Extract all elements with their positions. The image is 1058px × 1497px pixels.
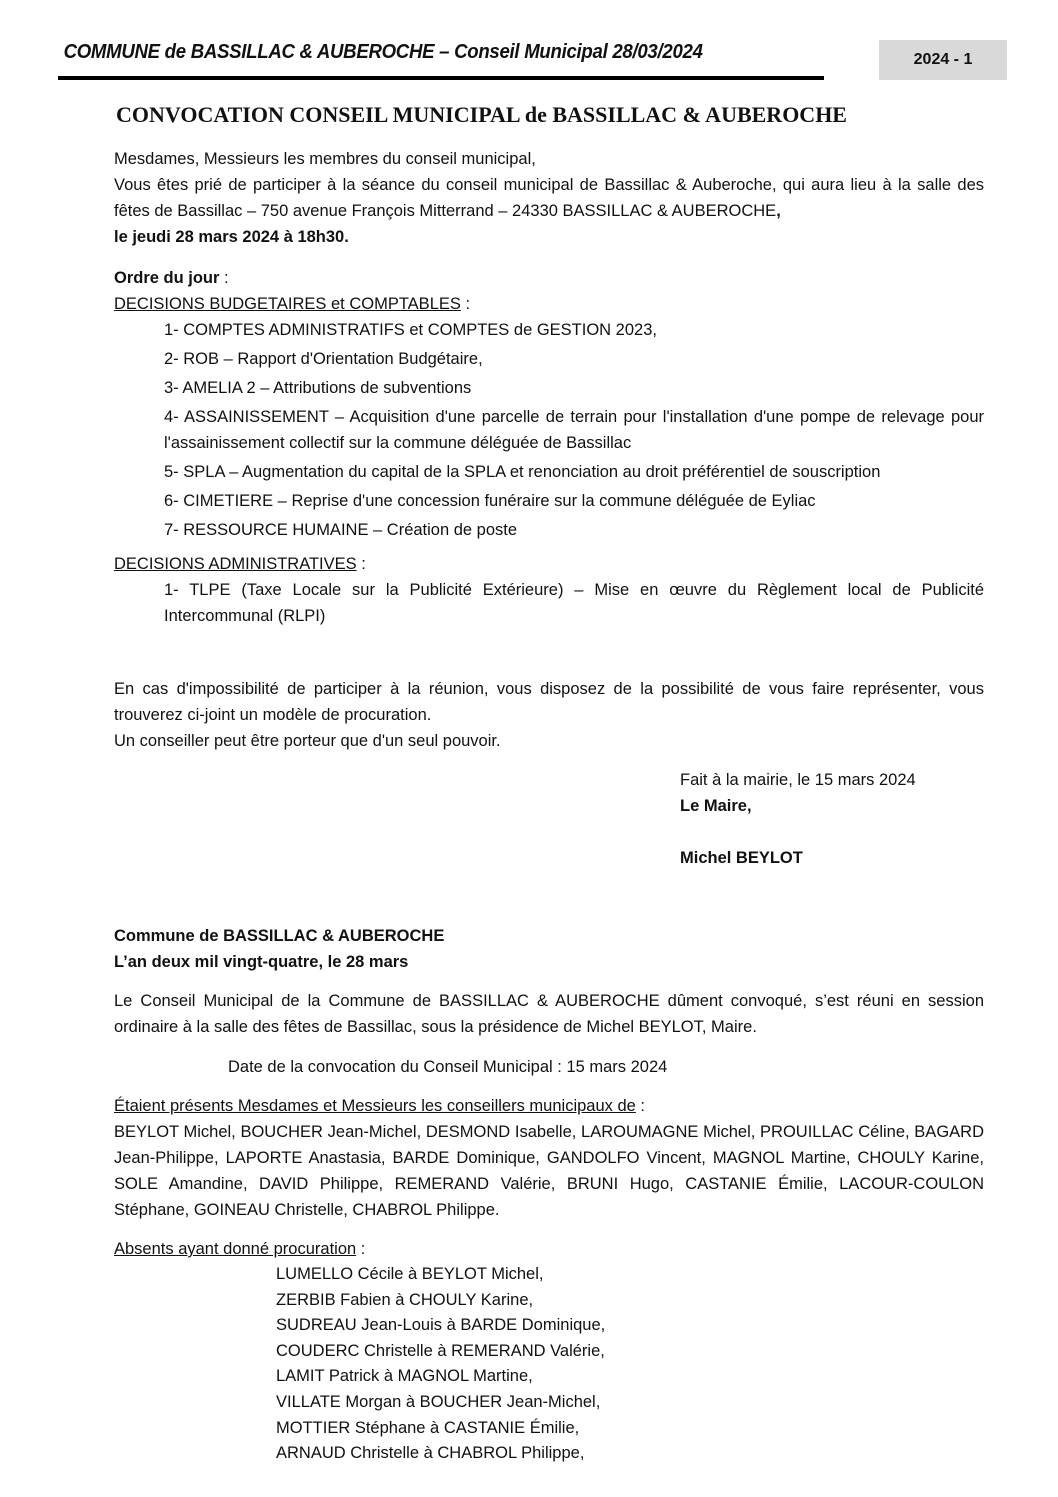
section-heading-admin: DECISIONS ADMINISTRATIVES : bbox=[114, 555, 366, 573]
page-header bbox=[58, 38, 824, 66]
absence-note: En cas d'impossibilité de participer à la réunion, vous disposez de la possibilité de vous faire représenter, vous trouverez ci-joint un modèle de procuration. bbox=[114, 680, 984, 724]
convocation-date-line bbox=[114, 1054, 984, 1080]
present-block bbox=[114, 1093, 984, 1223]
proxy-heading: Absents ayant donné procuration : bbox=[114, 1240, 366, 1258]
agenda-item: 3- AMELIA 2 – Attributions de subventions bbox=[164, 379, 472, 397]
agenda-item: 2- ROB – Rapport d'Orientation Budgétaire, bbox=[164, 350, 483, 368]
proxy-list bbox=[276, 1262, 876, 1467]
proxy-item: LAMIT Patrick à MAGNOL Martine, bbox=[276, 1367, 533, 1386]
agenda-item: 1- TLPE (Taxe Locale sur la Publicité Extérieure) – Mise en œuvre du Règlement local de Publicité Intercommunal (RLPI) bbox=[164, 581, 984, 625]
convocation-title: CONVOCATION CONSEIL MUNICIPAL de BASSILLAC & AUBEROCHE bbox=[116, 102, 847, 127]
present-label: Étaient présents Mesdames et Messieurs les conseillers municipaux de bbox=[114, 1097, 636, 1115]
proxy-label: Absents ayant donné procuration bbox=[114, 1240, 357, 1258]
signature-name: Michel BEYLOT bbox=[680, 849, 803, 867]
signature-block bbox=[680, 767, 1000, 871]
present-heading: Étaient présents Mesdames et Messieurs les conseillers municipaux de : bbox=[114, 1097, 645, 1115]
present-list: BEYLOT Michel, BOUCHER Jean-Michel, DESMOND Isabelle, LAROUMAGNE Michel, PROUILLAC Céline, BAGARD Jean-Philippe, LAPORTE Anastasia, BARDE Dominique, GANDOLFO Vincent, MAGNOL Martine, CHOULY Karine, SOLE Amandine, DAVID Philippe, REMERAND Valérie, BRUNI Hugo, CASTANIE Émilie, LACOUR-COULON Stéphane, GOINEAU Christelle, CHABROL Philippe. bbox=[114, 1123, 984, 1219]
agenda-colon: : bbox=[219, 269, 229, 287]
signature-place-date: Fait à la mairie, le 15 mars 2024 bbox=[680, 771, 916, 789]
intro-paragraph bbox=[114, 172, 984, 224]
proxy-item: MOTTIER Stéphane à CASTANIE Émilie, bbox=[276, 1418, 580, 1437]
absence-note-block bbox=[114, 676, 984, 754]
convocation-intro bbox=[114, 146, 984, 250]
proxy-rule: Un conseiller peut être porteur que d'un seul pouvoir. bbox=[114, 732, 501, 750]
proxy-item: COUDERC Christelle à REMERAND Valérie, bbox=[276, 1341, 605, 1360]
agenda-item: 4- ASSAINISSEMENT – Acquisition d'une parcelle de terrain pour l'installation d'une pompe de relevage pour l'assainissement collectif sur la commune déléguée de Bassillac bbox=[164, 408, 984, 452]
proxy-item: LUMELLO Cécile à BEYLOT Michel, bbox=[276, 1265, 544, 1283]
agenda-item: 5- SPLA – Augmentation du capital de la SPLA et renonciation au droit préférentiel de souscription bbox=[164, 463, 881, 481]
agenda-item: 6- CIMETIERE – Reprise d'une concession funéraire sur la commune déléguée de Eyliac bbox=[164, 492, 816, 510]
meeting-date-time: le jeudi 28 mars 2024 à 18h30. bbox=[114, 228, 349, 246]
agenda-heading bbox=[114, 265, 984, 291]
agenda-item: 1- COMPTES ADMINISTRATIFS et COMPTES de GESTION 2023, bbox=[164, 321, 657, 339]
salutation: Mesdames, Messieurs les membres du conseil municipal, bbox=[114, 150, 536, 168]
intro-text: Vous êtes prié de participer à la séance du conseil municipal de Bassillac & Auberoche, qui aura lieu à la salle des fêtes de Bassillac – 750 avenue François Mitterrand – 24330 BASSILLAC & AUBEROCHE bbox=[114, 176, 984, 220]
agenda-label: Ordre du jour bbox=[114, 269, 220, 287]
minutes-intro-block bbox=[114, 988, 984, 1040]
minutes-header bbox=[114, 923, 984, 975]
agenda-item: 7- RESSOURCE HUMAINE – Création de poste bbox=[164, 521, 518, 539]
convocation-date: Date de la convocation du Conseil Municipal : 15 mars 2024 bbox=[228, 1058, 668, 1076]
page-number-badge: 2024 - 1 bbox=[879, 40, 1007, 80]
proxy-item: ARNAUD Christelle à CHABROL Philippe, bbox=[276, 1444, 585, 1463]
minutes-commune: Commune de BASSILLAC & AUBEROCHE bbox=[114, 927, 445, 945]
header-title: COMMUNE de BASSILLAC & AUBEROCHE – Conseil Municipal 28/03/2024 bbox=[63, 41, 703, 63]
proxy-item: VILLATE Morgan à BOUCHER Jean-Michel, bbox=[276, 1392, 601, 1411]
minutes-intro: Le Conseil Municipal de la Commune de BASSILLAC & AUBEROCHE dûment convoqué, s’est réuni en session ordinaire à la salle des fêtes de Bassillac, sous la présidence de Michel BEYLOT, Maire. bbox=[114, 992, 984, 1036]
intro-comma: , bbox=[776, 202, 781, 220]
section-heading-text: DECISIONS ADMINISTRATIVES bbox=[114, 555, 357, 573]
section-heading-text: DECISIONS BUDGETAIRES et COMPTABLES bbox=[114, 295, 461, 313]
section-heading-budget: DECISIONS BUDGETAIRES et COMPTABLES : bbox=[114, 295, 471, 313]
proxy-item: SUDREAU Jean-Louis à BARDE Dominique, bbox=[276, 1316, 606, 1335]
agenda bbox=[114, 265, 984, 632]
header-rule bbox=[58, 76, 824, 80]
proxy-item: ZERBIB Fabien à CHOULY Karine, bbox=[276, 1290, 534, 1309]
proxy-heading-block bbox=[114, 1236, 984, 1262]
admin-items-list bbox=[114, 577, 984, 629]
signature-role: Le Maire, bbox=[680, 797, 752, 815]
budget-items-list bbox=[114, 317, 984, 543]
minutes-date-words: L’an deux mil vingt-quatre, le 28 mars bbox=[114, 953, 409, 971]
